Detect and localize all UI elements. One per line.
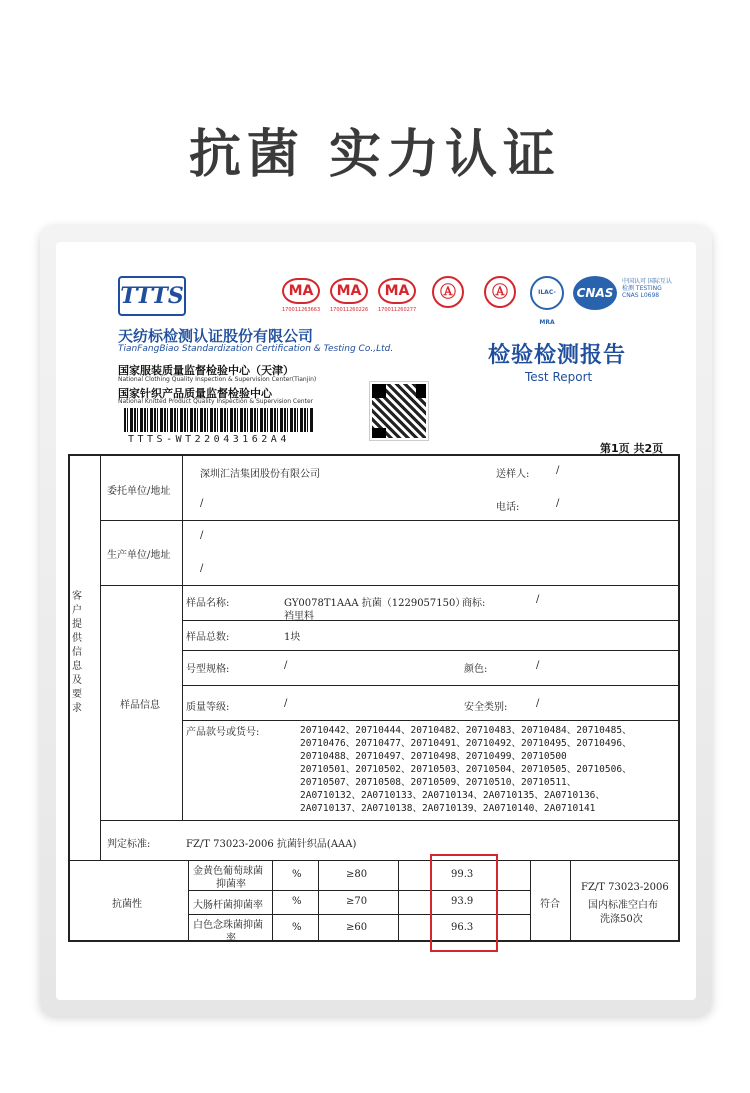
item-no-line-5: 20710507、20710508、20710509、20710510、20710511、	[300, 777, 577, 788]
table-line	[100, 520, 680, 521]
ma-seal-2: MA	[330, 278, 368, 304]
row2-requirement: ≥70	[346, 896, 368, 907]
page-number: 第1页 共2页	[600, 442, 664, 455]
table-line	[182, 620, 680, 621]
model-value: /	[284, 660, 288, 671]
row2-value: 93.9	[451, 896, 474, 907]
ma-seal-2-number: 170011260226	[330, 307, 369, 313]
table-line	[530, 860, 531, 942]
standard-label: 判定标准:	[107, 839, 151, 850]
ma-seal-1-number: 170011263663	[282, 307, 321, 313]
row2-name: 大肠杆菌抑菌率	[193, 900, 263, 911]
sample-name-label: 样品名称:	[186, 598, 230, 609]
phone-value: /	[556, 498, 560, 509]
table-line	[68, 860, 680, 861]
standard-value: FZ/T 73023-2006 抗菌针织品(AAA)	[186, 839, 357, 850]
row3-name-2: 率	[226, 933, 236, 944]
report-title-en: Test Report	[525, 370, 593, 384]
row3-unit: %	[292, 922, 302, 933]
table-line	[272, 860, 273, 942]
producer-line-1: /	[200, 530, 204, 541]
sender-value: /	[556, 465, 560, 476]
table-line	[100, 585, 680, 586]
brand-label: 商标:	[462, 598, 486, 609]
side-label: 客户提供信息及要求	[72, 591, 82, 714]
table-line	[188, 860, 189, 942]
center2-cn: 国家针织产品质量监督检验中心	[118, 387, 272, 400]
table-line	[182, 456, 183, 820]
producer-line-2: /	[200, 563, 204, 574]
row3-value: 96.3	[451, 922, 474, 933]
issuer-name-cn: 天纺标检测认证股份有限公司	[118, 327, 314, 345]
sample-count-value: 1块	[284, 632, 301, 643]
item-no-line-1: 20710442、20710444、20710482、20710483、20710484、20710485、	[300, 725, 632, 736]
center2-en: National Knitted Product Quality Inspection & Supervision Center	[118, 398, 314, 405]
table-line	[182, 650, 680, 651]
barcode-number: TTTS-WT22043162A4	[128, 434, 290, 445]
item-no-line-3: 20710488、20710497、20710498、20710499、20710500	[300, 751, 567, 762]
item-no-line-4: 20710501、20710502、20710503、20710504、20710505、20710506、	[300, 764, 632, 775]
barcode	[124, 408, 314, 432]
ma-seal-3: MA	[378, 278, 416, 304]
table-line	[182, 720, 680, 721]
cal-seal-2: Ⓐ	[484, 276, 516, 308]
table-line	[100, 820, 680, 821]
client-name: 深圳汇洁集团股份有限公司	[200, 469, 320, 480]
table-line	[318, 860, 319, 942]
row1-value: 99.3	[451, 869, 474, 880]
row1-name-2: 抑菌率	[216, 879, 246, 890]
client-label: 委托单位/地址	[107, 486, 171, 497]
center1-cn: 国家服装质量监督检验中心（天津）	[118, 364, 294, 377]
cal-seal-1: Ⓐ	[432, 276, 464, 308]
sample-info-label: 样品信息	[120, 700, 160, 711]
row3-name: 白色念珠菌抑菌	[193, 920, 263, 931]
table-line	[182, 685, 680, 686]
center1-en: National Clothing Quality Inspection & Supervision Center(Tianjin)	[118, 376, 317, 383]
ilac-mra-icon: ILAC-MRA	[530, 276, 564, 310]
sample-count-label: 样品总数:	[186, 632, 230, 643]
safety-value: /	[536, 698, 540, 709]
results-highlight-box	[430, 854, 498, 952]
client-address: /	[200, 498, 204, 509]
issuer-name-en: TianFangBiao Standardization Certification & Testing Co.,Ltd.	[118, 344, 394, 354]
row1-unit: %	[292, 869, 302, 880]
verdict: 符合	[540, 899, 560, 910]
sample-name-value: GY0078T1AAA 抗菌（1229057150）	[284, 598, 466, 609]
method-line-3: 洗涤50次	[600, 914, 643, 925]
sample-name-value-2: 裆里料	[284, 611, 314, 622]
table-line	[100, 456, 101, 860]
ma-seal-3-number: 170011260277	[378, 307, 417, 313]
cnas-icon: CNAS	[573, 276, 617, 310]
cnas-text: 中国认可 国际互认 检测 TESTING CNAS L0698	[622, 278, 672, 299]
row1-requirement: ≥80	[346, 869, 368, 880]
producer-label: 生产单位/地址	[107, 550, 171, 561]
qr-code	[370, 382, 428, 440]
row2-unit: %	[292, 896, 302, 907]
item-no-label: 产品款号或货号:	[186, 727, 260, 738]
row3-requirement: ≥60	[346, 922, 368, 933]
grade-value: /	[284, 698, 288, 709]
sender-label: 送样人:	[496, 469, 530, 480]
phone-label: 电话:	[496, 502, 520, 513]
safety-label: 安全类别:	[464, 702, 508, 713]
ma-seal-1: MA	[282, 278, 320, 304]
antibacterial-label: 抗菌性	[112, 899, 142, 910]
method-line-1: FZ/T 73023-2006	[581, 882, 669, 893]
page-headline: 抗菌 实力认证	[188, 125, 562, 185]
table-line	[570, 860, 571, 942]
model-label: 号型规格:	[186, 664, 230, 675]
report-title-cn: 检验检测报告	[488, 343, 627, 368]
color-label: 颜色:	[464, 664, 488, 675]
color-value: /	[536, 660, 540, 671]
item-no-line-6: 2A0710132、2A0710133、2A0710134、2A0710135、2A0710136、	[300, 790, 605, 801]
item-no-line-2: 20710476、20710477、20710491、20710492、20710495、20710496、	[300, 738, 632, 749]
item-no-line-7: 2A0710137、2A0710138、2A0710139、2A0710140、2A0710141	[300, 803, 596, 814]
table-line	[398, 860, 399, 942]
ttts-logo: TTTS	[118, 276, 186, 316]
brand-value: /	[536, 594, 540, 605]
grade-label: 质量等级:	[186, 702, 230, 713]
method-line-2: 国内标准空白布	[588, 900, 658, 911]
row1-name: 金黄色葡萄球菌	[193, 866, 263, 877]
